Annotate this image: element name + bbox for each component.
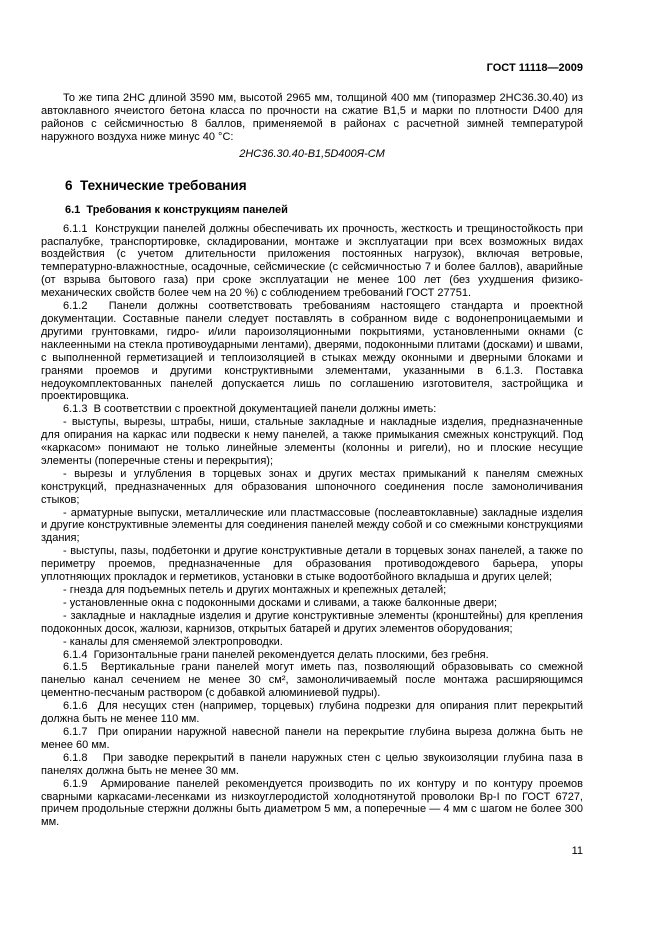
section-heading: 6 Технические требования: [65, 177, 247, 193]
list-item: - арматурные выпуски, металлические или пластмассовые (послеавтоклавные) закладные изделия и другие конструктивные элементы для соединения панелей между собой и со смежными конструкциями здания;: [41, 506, 583, 545]
document-content: [41, 92, 583, 829]
list-item: - вырезы и углубления в торцевых зонах и других местах примыканий к панелям смежных конструкций, предназначенных для образования шпоночного соединения после замоноличивания стыков;: [41, 467, 583, 506]
list-item: - выступы, пазы, подбетонки и другие конструктивные детали в торцевых зонах панелей, а также по периметру проемов, предназначенные для образования противодождевого барьера, упоры уплотняющих прокладок и герметиков, установки в стыке водоотбойного вкладыша и других целей;: [41, 545, 583, 584]
paragraph: 6.1.6 Для несущих стен (например, торцевых) глубина подрезки для опирания плит перекрытий должна быть не менее 110 мм.: [41, 700, 583, 726]
paragraph: 6.1.1 Конструкции панелей должны обеспечивать их прочность, жесткость и трещиностойкость при распалубке, транспортировке, складировании, монтаже и эксплуатации при всех возможных видах воздействия (с учетом длительности приложения постоянных нагрузок), включая ветровые, температурно-влажностные, осадочные, сейсмические (с сейсмичностью 7 и более баллов), аварийные (от взрыва бытового газа) при сроке эксплуатации не менее 100 лет (без ухудшения физико-механических свойств более чем на 20 %) с соблюдением требований ГОСТ 27751.: [41, 222, 583, 300]
paragraph: 6.1.2 Панели должны соответствовать требованиям настоящего стандарта и проектной документации. Составные панели следует поставлять в собранном виде с водонепроницаемыми и другими грунтовками, гидро- и/или пароизоляционными покрытиями, установленными окнами (с наклеенными на стекла противоударными лентами), дверями, подоконными плитами (досками) и швами, с выполненной герметизацией и теплоизоляцией в стыках между оконными и дверными блоками и гранями проемов и другими конструктивными элементами, указанными в 6.1.3. Поставка недоукомплектованных панелей допускается лишь по соглашению изготовителя, застройщика и проектировщика.: [41, 300, 583, 403]
list-item: - установленные окна с подоконными досками и сливами, а также балконные двери;: [63, 596, 498, 609]
page-number: 11: [571, 845, 583, 857]
list-item: - гнезда для подъемных петель и других монтажных и крепежных деталей;: [63, 584, 447, 596]
document-title-header: ГОСТ 11118—2009: [486, 62, 583, 74]
paragraph: 6.1.7 При опирании наружной навесной панели на перекрытие глубина выреза должна быть не менее 60 мм.: [41, 725, 583, 751]
paragraph: 6.1.5 Вертикальные грани панелей могут иметь паз, позволяющий образовывать со смежной панелью канал сечением не менее 30 см², замоноличиваемый после монтажа расширяющимся цементно-песчаным раствором (с добавкой алюминиевой пудры).: [41, 661, 583, 700]
list-item: - закладные и накладные изделия и другие конструктивные элементы (кронштейны) для крепления подоконных досок, жалюзи, карнизов, открытых батарей и других элементов оборудования;: [41, 609, 583, 635]
paragraph: 6.1.3 В соответствии с проектной документацией панели должны иметь:: [63, 403, 437, 416]
list-item: - каналы для сменяемой электропроводки.: [63, 635, 283, 648]
panel-designation-formula: 2НС36.30.40-В1,5D400Я-СМ: [239, 147, 385, 160]
subsection-heading: 6.1 Требования к конструкциям панелей: [65, 203, 288, 216]
paragraph: 6.1.9 Армирование панелей рекомендуется производить по их контуру и по контуру проемов сварными каркасами-лесенками из низкоуглеродистой холоднотянутой проволоки Вр-I по ГОСТ 6727, причем продольные стержни должны быть диаметром 5 мм, а поперечные — 4 мм с шагом не более 300 мм.: [41, 777, 583, 829]
paragraph: То же типа 2НС длиной 3590 мм, высотой 2965 мм, толщиной 400 мм (типоразмер 2НС36.30.40) из автоклавного ячеистого бетона класса по прочности на сжатие В1,5 и марки по плотности D400 для районов с сейсмичностью 8 баллов, применяемой в районах с расчетной зимней температурой наружного воздуха ниже минус 40 °С:: [41, 92, 583, 143]
paragraph: 6.1.4 Горизонтальные грани панелей рекомендуется делать плоскими, без гребня.: [63, 648, 489, 661]
list-item: - выступы, вырезы, штрабы, ниши, стальные закладные и накладные изделия, предназначенные для опирания на каркас или подвески к нему панелей, а также примыкания смежных конструкций. Под «каркасом» понимают не только линейные элементы (колонны и ригели), но и плоские несущие элементы (поперечные стены и перекрытия);: [41, 416, 583, 467]
paragraph: 6.1.8 При заводке перекрытий в панели наружных стен с целью звукоизоляции глубина паза в панелях должна быть не менее 30 мм.: [41, 751, 583, 777]
